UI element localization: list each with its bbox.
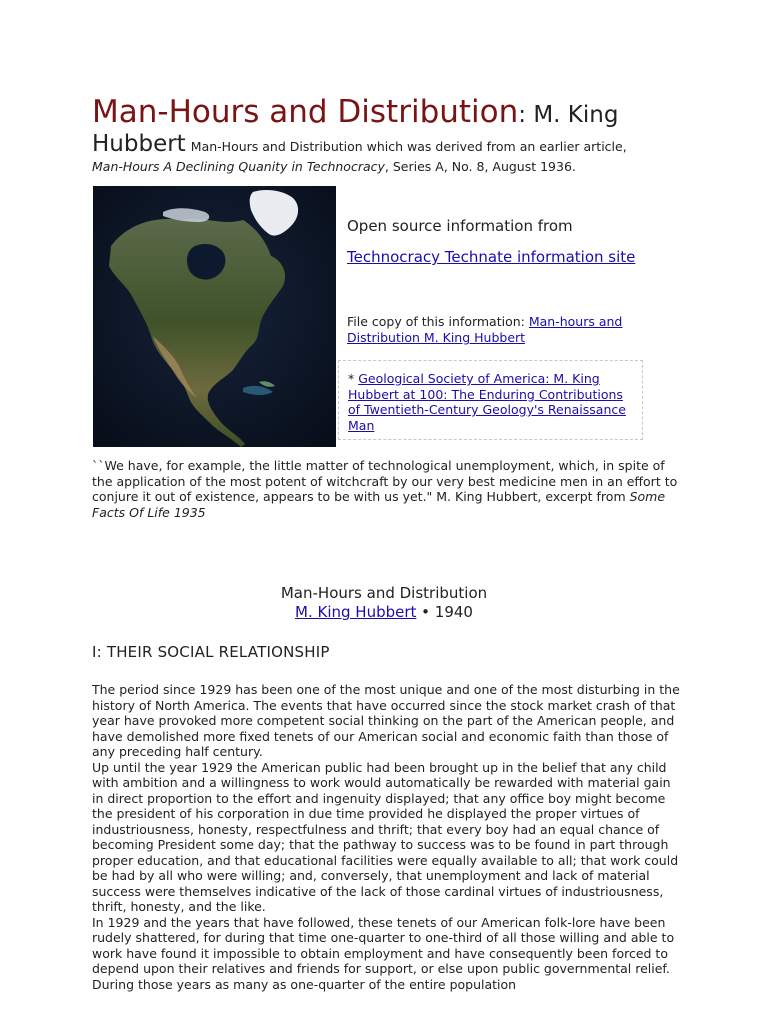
title-line-2 [92,130,627,161]
body-paragraph: In 1929 and the years that have followed, these tenets of our American folk-lore have been rudely shattered, for during that time one-quarter to one-third of all those willing and able to work have found it impossible to obtain employment and have consequently been forced to depend upon their relatives and friends for support, or else upon public governmental relief. During those years as many as one-quarter of the entire population [92,914,675,992]
body-paragraph: Up until the year 1929 the American public had been brought up in the belief that any child with ambition and a willingness to work would automatically be rewarded with material gain in direct proportion to the effort and ingenuity displayed; that any office boy might become the president of his corporation in due time provided he displayed the proper virtues of industriousness, honesty, respectfulness and thrift; that every boy had an equal chance of becoming President some day; that the pathway to success was to be found in part through proper education, and that educational facilities were equally available to all; that work could be had by all who were willing; and, conversely, that unemployment and lack of material success were themselves indicative of the lack of those cardinal virtues of industriousness, thrift, honesty, and the like. [92,759,679,914]
gsa-reference-box [338,360,643,440]
quote-source: Some Facts Of Life 1935 [92,489,666,520]
intro-italic-source: Man-Hours A Declining Quanity in Technocracy [92,159,385,174]
intro-series: , Series A, No. 8, August 1936. [384,159,576,174]
title-author-surname: Hubbert [92,131,186,157]
article-byline [92,603,676,622]
article-heading [92,584,676,622]
title-author-part: : M. King [518,102,619,128]
article-title: Man-Hours and Distribution [280,584,488,602]
file-copy-link[interactable]: Man-hours and Distribution M. King Hubbert [347,314,623,345]
north-america-satellite-image [93,186,336,447]
technate-info-link[interactable]: Technocracy Technate information site [347,248,636,266]
intro-line-2 [92,159,576,174]
quote-text: ``We have, for example, the little matter of technological unemployment, which, in spite of the application of the most potent of witchcraft by our very best medicine men in an effort to conjure it out of existence, appears to be with us yet." M. King Hubbert, excerpt from [92,458,678,504]
section-heading: I: THEIR SOCIAL RELATIONSHIP [92,643,330,661]
body-paragraph: The period since 1929 has been one of the most unique and one of the most disturbing in the history of North America. The events that have occurred since the stock market crash of that year have provoked more competent social thinking on the part of the American people, and have demolished more fixed tenets of our American social and economic faith than those of any preceding half century. [92,682,680,759]
hubbert-quote [92,458,682,520]
open-source-heading: Open source information from [347,217,573,235]
article-year: • 1940 [416,603,473,621]
file-copy-label: File copy of this information: [347,314,529,329]
gsa-article-link[interactable]: Geological Society of America: M. King Hubbert at 100: The Enduring Contributions of Twentieth-Century Geology's Renaissance Man [348,371,626,433]
title-main: Man-Hours and Distribution [92,94,519,130]
gsa-asterisk: * [348,371,359,386]
intro-text: Man-Hours and Distribution which was derived from an earlier article, [190,139,627,154]
author-link[interactable]: M. King Hubbert [295,603,417,621]
article-body [92,682,682,992]
file-copy-note [347,314,647,346]
